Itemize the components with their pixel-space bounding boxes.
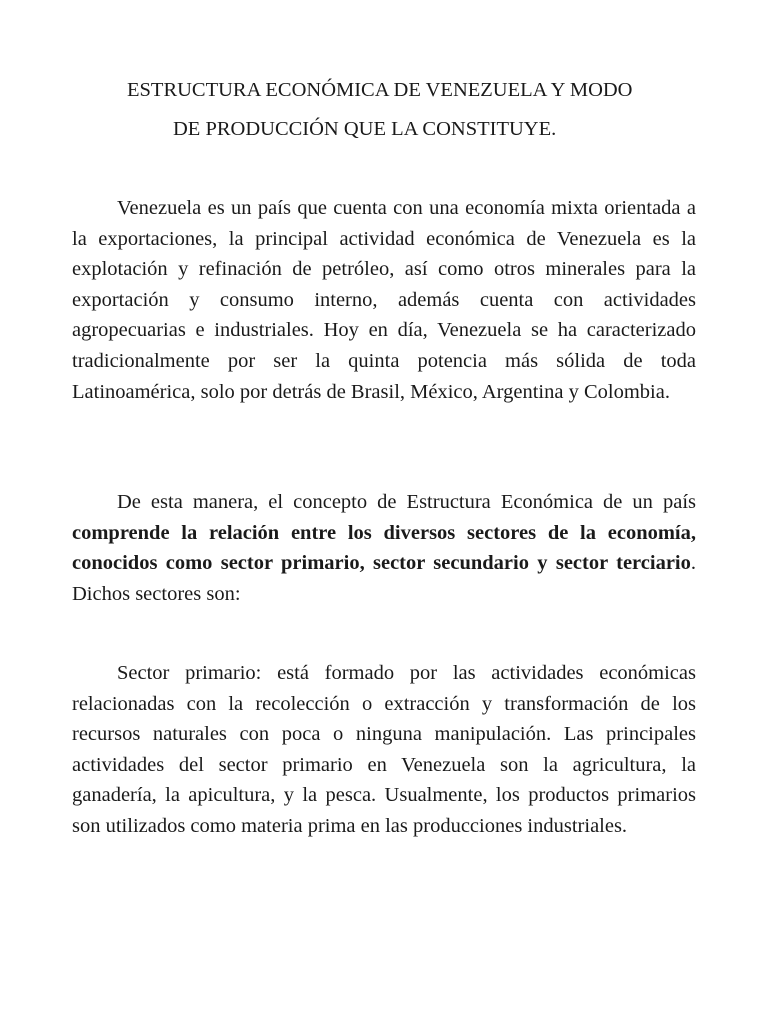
document-title-line-2: DE PRODUCCIÓN QUE LA CONSTITUYE.	[173, 118, 557, 140]
paragraph-structure-definition	[72, 487, 696, 609]
document-title-line-1: ESTRUCTURA ECONÓMICA DE VENEZUELA Y MODO	[127, 79, 633, 101]
paragraph-structure-bold-text: comprende la relación entre los diversos sectores de la economía, conocidos como sector primario, sector secundario y sector terciario	[72, 521, 696, 575]
paragraph-primary-sector: Sector primario: está formado por las actividades económicas relacionadas con la recolección o extracción y transformación de los recursos naturales con poca o ninguna manipulación. Las principales actividades del sector primario en Venezuela son la agricultura, la ganadería, la apicultura, y la pesca. Usualmente, los productos primarios son utilizados como materia prima en las producciones industriales.	[72, 662, 696, 837]
paragraph-structure-intro: De esta manera, el concepto de Estructura Económica de un país	[117, 491, 696, 513]
paragraph-intro: Venezuela es un país que cuenta con una economía mixta orientada a la exportaciones, la principal actividad económica de Venezuela es la explotación y refinación de petróleo, así como otros minerales para la exportación y consumo interno, además cuenta con actividades agropecuarias e industriales. Hoy en día, Venezuela se ha caracterizado tradicionalmente por ser la quinta potencia más sólida de toda Latinoamérica, solo por detrás de Brasil, México, Argentina y Colombia.	[72, 197, 696, 403]
paragraph-structure-outro: . Dichos sectores son:	[72, 552, 696, 605]
